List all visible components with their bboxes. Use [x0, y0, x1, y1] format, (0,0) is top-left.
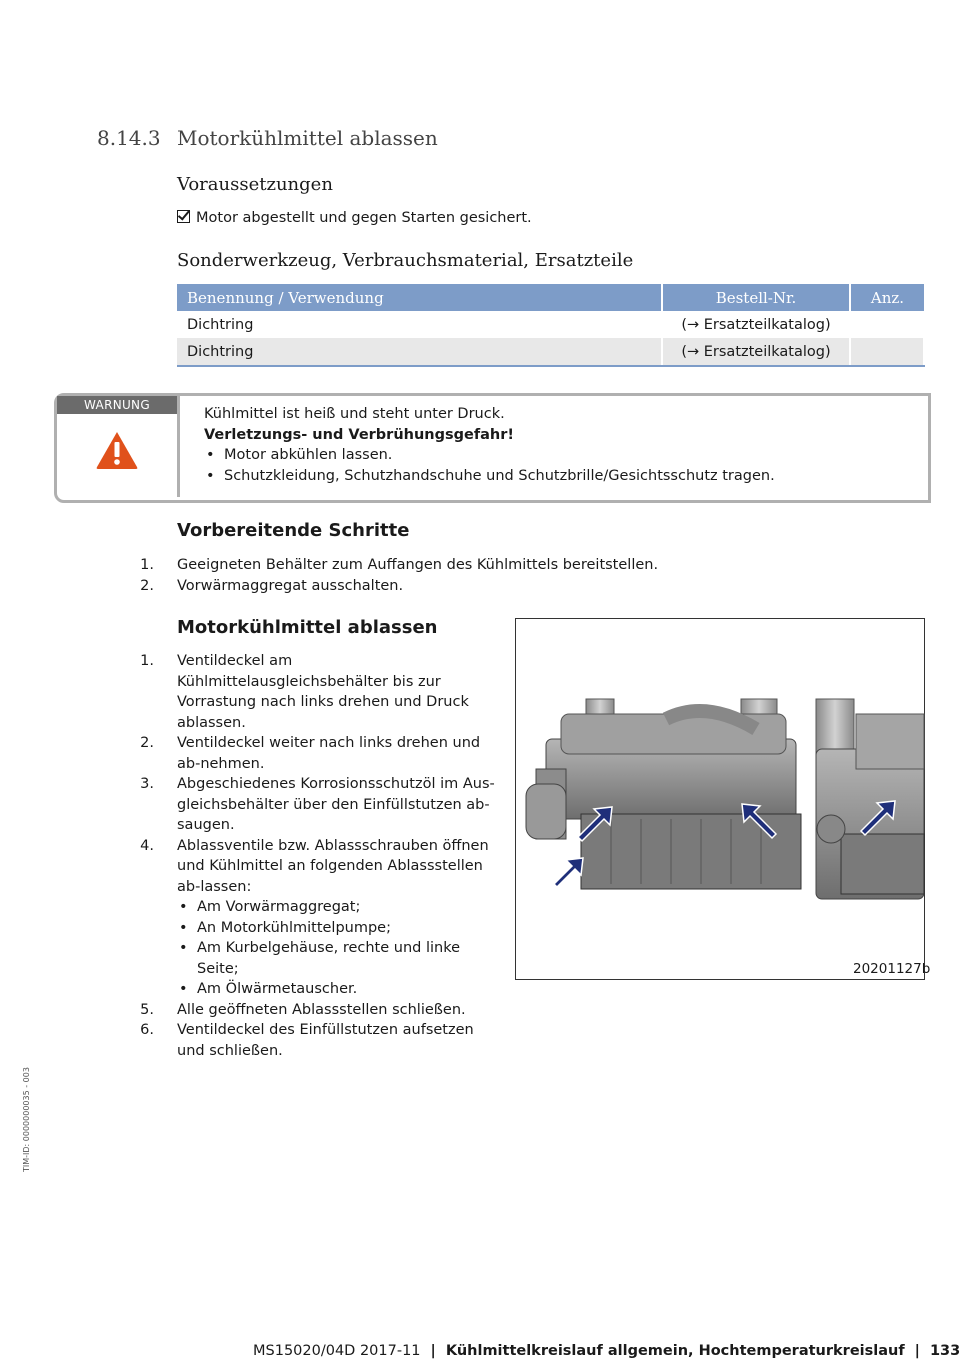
part-qty	[850, 338, 924, 366]
figure-caption: 20201127b	[853, 961, 931, 977]
list-item: 2. Vorwärmaggregat ausschalten.	[140, 577, 404, 594]
footer-chapter: Kühlmittelkreislauf allgemein, Hochtemperaturkreislauf	[445, 1343, 905, 1359]
step-text: Geeigneten Behälter zum Auffangen des Kühlmittels bereitstellen.	[177, 557, 659, 573]
prep-heading: Vorbereitende Schritte	[177, 520, 410, 541]
drain-point: • Am Ölwärmetauscher.	[177, 979, 502, 1000]
part-name: Dichtring	[177, 311, 662, 338]
drain-steps	[140, 651, 502, 1061]
warning-bullet: • Motor abkühlen lassen.	[204, 445, 775, 466]
step-text: Ablassventile bzw. Ablassschrauben öffnen und Kühlmittel an folgenden Ablassstellen ab-lassen:	[177, 837, 489, 895]
warning-hazard: Verletzungs- und Verbrühungsgefahr!	[204, 426, 515, 443]
part-name: Dichtring	[177, 338, 662, 366]
part-qty	[850, 311, 924, 338]
list-item: 1. Ventildeckel am Kühlmittelausgleichsbehälter bis zur Vorrastung nach links drehen und Druck ablassen.	[140, 653, 469, 731]
prereq-text: Motor abgestellt und gegen Starten gesichert.	[196, 210, 532, 226]
warning-divider	[177, 396, 180, 497]
col-header-order: Bestell-Nr.	[662, 284, 850, 311]
table-row	[177, 338, 924, 366]
drain-heading: Motorkühlmittel ablassen	[177, 617, 438, 638]
drain-point: • Am Vorwärmaggregat;	[177, 897, 502, 918]
list-item: 5. Alle geöffneten Ablassstellen schließen.	[140, 1001, 466, 1018]
warning-line: Kühlmittel ist heiß und steht unter Druck.	[204, 406, 505, 422]
step-text: Alle geöffneten Ablassstellen schließen.	[177, 1001, 466, 1018]
step-text: Ventildeckel weiter nach links drehen und ab-nehmen.	[177, 735, 481, 772]
page-number: 133	[929, 1343, 960, 1359]
drain-point: • Am Kurbelgehäuse, rechte und linke Seite;	[177, 938, 502, 979]
list-item: 4. Ablassventile bzw. Ablassschrauben öffnen und Kühlmittel an folgenden Ablassstellen ab-lassen: • Am Vorwärmaggregat; • An Motorkühlmittelpumpe; • Am Kurbelgehäuse, rechte und linke Seite; • Am Ölwärmetauscher.	[140, 836, 502, 1000]
warning-label: WARNUNG	[57, 396, 177, 414]
engine-illustration	[516, 619, 924, 979]
footer-separator: |	[914, 1343, 920, 1359]
warning-bullet: • Schutzkleidung, Schutzhandschuhe und Schutzbrille/Gesichtsschutz tragen.	[204, 466, 775, 487]
prereq-heading: Voraussetzungen	[177, 174, 333, 195]
list-item: 6. Ventildeckel des Einfüllstutzen aufsetzen und schließen.	[140, 1022, 474, 1059]
col-header-name: Benennung / Verwendung	[177, 284, 662, 311]
warning-triangle-icon	[95, 430, 139, 470]
part-order: (→ Ersatzteilkatalog)	[662, 311, 850, 338]
footer-doc: MS15020/04D 2017-11	[253, 1343, 421, 1359]
table-header-row	[177, 284, 924, 311]
step-text: Ventildeckel am Kühlmittelausgleichsbehälter bis zur Vorrastung nach links drehen und Druck ablassen.	[177, 653, 469, 731]
section-title: Motorkühlmittel ablassen	[177, 126, 438, 150]
col-header-qty: Anz.	[850, 284, 924, 311]
engine-figure	[515, 618, 925, 980]
warning-text	[204, 404, 775, 486]
drain-point: • An Motorkühlmittelpumpe;	[177, 918, 502, 939]
footer-separator: |	[430, 1343, 436, 1359]
prereq-item	[177, 208, 532, 229]
prep-steps	[140, 555, 740, 596]
parts-heading: Sonderwerkzeug, Verbrauchsmaterial, Ersatzteile	[177, 250, 634, 271]
checkbox-checked-icon	[177, 210, 190, 223]
parts-table	[177, 284, 925, 367]
part-order: (→ Ersatzteilkatalog)	[662, 338, 850, 366]
page-footer	[253, 1343, 960, 1359]
step-text: Vorwärmaggregat ausschalten.	[177, 577, 404, 594]
table-row	[177, 311, 924, 338]
step-text: Abgeschiedenes Korrosionsschutzöl im Aus-gleichsbehälter über den Einfüllstutzen ab-saugen.	[177, 776, 495, 833]
list-item: 3. Abgeschiedenes Korrosionsschutzöl im Aus-gleichsbehälter über den Einfüllstutzen ab-saugen.	[140, 776, 495, 833]
tim-id: TIM-ID: 0000000035 - 003	[22, 1067, 31, 1172]
list-item: 2. Ventildeckel weiter nach links drehen und ab-nehmen.	[140, 735, 481, 772]
step-text: Ventildeckel des Einfüllstutzen aufsetzen und schließen.	[177, 1022, 474, 1059]
section-number: 8.14.3	[97, 126, 161, 150]
list-item: 1. Geeigneten Behälter zum Auffangen des Kühlmittels bereitstellen.	[140, 557, 659, 573]
